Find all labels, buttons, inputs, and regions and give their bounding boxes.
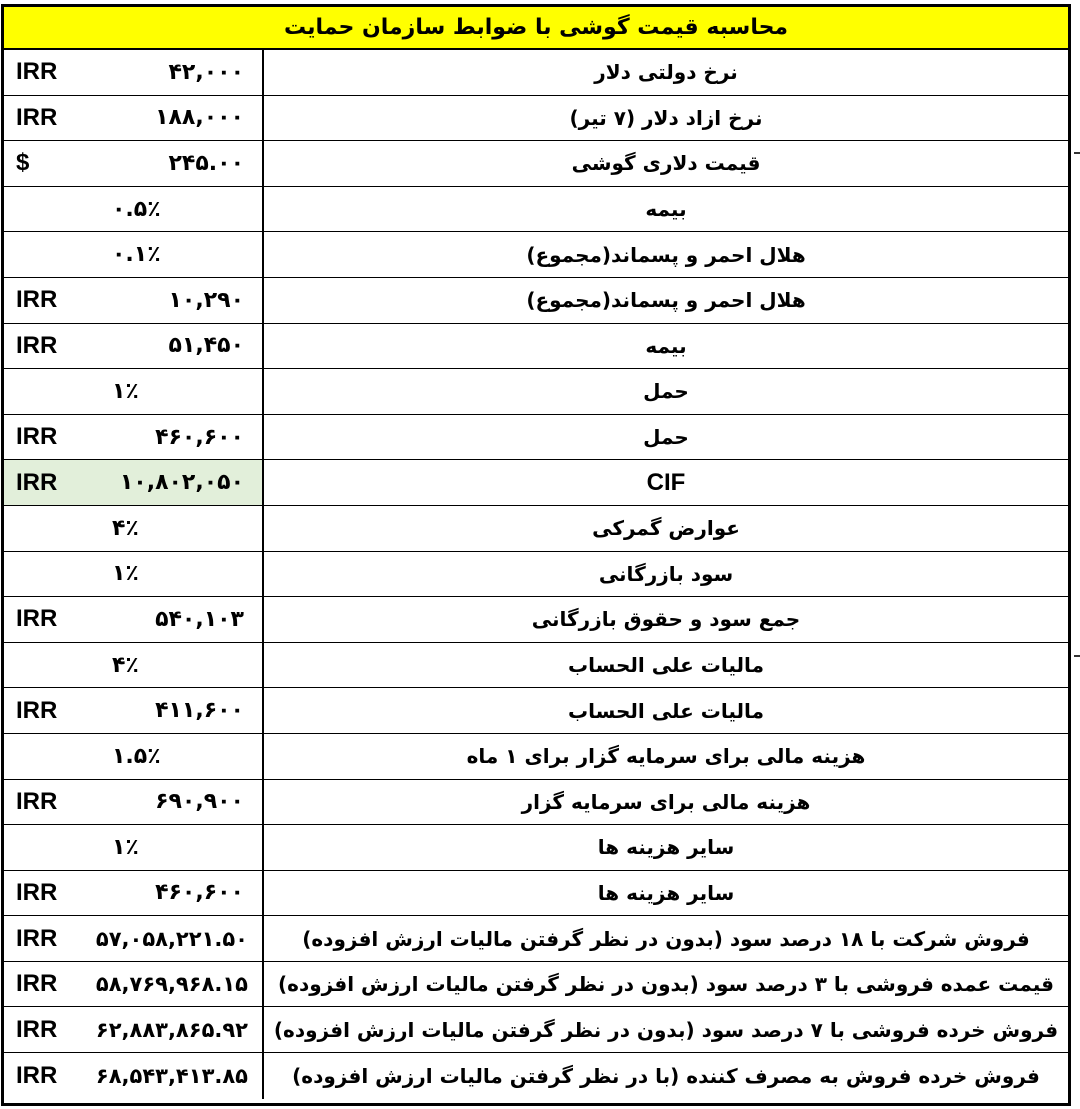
- currency-unit: IRR: [16, 331, 58, 359]
- currency-unit: IRR: [16, 286, 58, 314]
- percent-value: ۱٪: [112, 378, 139, 404]
- currency-unit: IRR: [16, 1015, 58, 1043]
- amount-value: ۶۲,۸۸۳,۸۶۵.۹۲: [95, 1017, 248, 1042]
- amount-value: ۱۰,۸۰۲,۰۵۰: [119, 470, 244, 496]
- value-cell[interactable]: [4, 141, 264, 186]
- table-row: [4, 141, 1068, 187]
- table-row: [4, 506, 1068, 552]
- value-cell[interactable]: [4, 324, 264, 369]
- label-cell[interactable]: سود بازرگانی: [598, 561, 734, 586]
- currency-unit: $: [16, 149, 30, 177]
- currency-unit: IRR: [16, 468, 58, 496]
- amount-value: ۲۴۵.۰۰: [168, 150, 244, 176]
- amount-value: ۱۸۸,۰۰۰: [155, 105, 244, 131]
- label-cell[interactable]: فروش شرکت با ۱۸ درصد سود (بدون در نظر گرفتن مالیات ارزش افزوده): [302, 926, 1030, 951]
- table-row: [4, 1053, 1068, 1099]
- currency-unit: IRR: [16, 103, 58, 131]
- amount-value: ۵۷,۰۵۸,۲۲۱.۵۰: [95, 926, 248, 951]
- value-cell[interactable]: [4, 780, 264, 825]
- price-calculation-table: [1, 4, 1071, 1106]
- label-cell[interactable]: فروش خرده فروش به مصرف کننده (با در نظر گرفتن مالیات ارزش افزوده): [292, 1063, 1040, 1088]
- label-cell[interactable]: قیمت عمده فروشی با ۳ درصد سود (بدون در نظر گرفتن مالیات ارزش افزوده): [278, 972, 1054, 997]
- value-cell[interactable]: [4, 460, 264, 505]
- table-row: [4, 734, 1068, 780]
- currency-unit: IRR: [16, 924, 58, 952]
- percent-value: ۴٪: [112, 652, 139, 678]
- label-cell[interactable]: جمع سود و حقوق بازرگانی: [531, 607, 801, 632]
- table-row: [4, 643, 1068, 689]
- table-row: [4, 780, 1068, 826]
- value-cell[interactable]: [4, 278, 264, 323]
- table-row: [4, 324, 1068, 370]
- amount-value: ۵۴۰,۱۰۳: [155, 606, 244, 632]
- amount-value: ۶۸,۵۴۳,۴۱۳.۸۵: [95, 1063, 248, 1088]
- value-cell[interactable]: [4, 232, 264, 277]
- label-cell[interactable]: نرخ دولتی دلار: [594, 60, 738, 85]
- amount-value: ۱۰,۲۹۰: [168, 287, 244, 313]
- label-cell[interactable]: هلال احمر و پسماند(مجموع): [526, 242, 806, 267]
- value-cell[interactable]: [4, 552, 264, 597]
- value-cell[interactable]: [4, 916, 264, 961]
- table-body: [4, 50, 1068, 1099]
- table-row: [4, 278, 1068, 324]
- currency-unit: IRR: [16, 787, 58, 815]
- label-cell[interactable]: هزینه مالی برای سرمایه گزار: [521, 789, 811, 814]
- table-row: [4, 187, 1068, 233]
- value-cell[interactable]: [4, 50, 264, 95]
- amount-value: ۴۲,۰۰۰: [168, 59, 244, 85]
- value-cell[interactable]: [4, 96, 264, 141]
- label-cell[interactable]: مالیات علی الحساب: [568, 698, 764, 723]
- percent-value: ۰.۱٪: [112, 242, 161, 268]
- value-cell[interactable]: [4, 734, 264, 779]
- amount-value: ۶۹۰,۹۰۰: [155, 789, 244, 815]
- currency-unit: IRR: [16, 423, 58, 451]
- edge-gridline: [1074, 152, 1080, 154]
- currency-unit: IRR: [16, 58, 58, 86]
- table-row: [4, 825, 1068, 871]
- value-cell[interactable]: [4, 369, 264, 414]
- value-cell[interactable]: [4, 1007, 264, 1052]
- table-row: [4, 50, 1068, 96]
- value-cell[interactable]: [4, 688, 264, 733]
- table-row: [4, 552, 1068, 598]
- table-title: محاسبه قیمت گوشی با ضوابط سازمان حمایت: [4, 7, 1068, 50]
- value-cell[interactable]: [4, 506, 264, 551]
- amount-value: ۵۸,۷۶۹,۹۶۸.۱۵: [95, 972, 248, 997]
- label-cell[interactable]: هزینه مالی برای سرمایه گزار برای ۱ ماه: [466, 744, 866, 769]
- amount-value: ۵۱,۴۵۰: [168, 333, 244, 359]
- label-cell[interactable]: نرخ ازاد دلار (۷ تیر): [569, 105, 763, 130]
- table-row: [4, 460, 1068, 506]
- table-row: [4, 415, 1068, 461]
- value-cell[interactable]: [4, 871, 264, 916]
- table-row: [4, 232, 1068, 278]
- value-cell[interactable]: [4, 825, 264, 870]
- amount-value: ۴۶۰,۶۰۰: [155, 424, 244, 450]
- label-cell[interactable]: CIF: [646, 468, 686, 496]
- value-cell[interactable]: [4, 643, 264, 688]
- currency-unit: IRR: [16, 1061, 58, 1089]
- label-cell[interactable]: حمل: [643, 425, 689, 450]
- label-cell[interactable]: فروش خرده فروشی با ۷ درصد سود (بدون در نظر گرفتن مالیات ارزش افزوده): [273, 1017, 1059, 1042]
- currency-unit: IRR: [16, 696, 58, 724]
- table-row: [4, 962, 1068, 1008]
- label-cell[interactable]: بیمه: [645, 333, 687, 358]
- label-cell[interactable]: حمل: [643, 379, 689, 404]
- label-cell[interactable]: هلال احمر و پسماند(مجموع): [526, 288, 806, 313]
- table-row: [4, 916, 1068, 962]
- table-row: [4, 369, 1068, 415]
- table-row: [4, 597, 1068, 643]
- label-cell[interactable]: سایر هزینه ها: [597, 835, 735, 860]
- edge-gridline: [1074, 655, 1080, 657]
- currency-unit: IRR: [16, 605, 58, 633]
- table-row: [4, 688, 1068, 734]
- label-cell[interactable]: بیمه: [645, 197, 687, 222]
- label-cell[interactable]: عوارض گمرکی: [592, 516, 740, 541]
- value-cell[interactable]: [4, 415, 264, 460]
- value-cell[interactable]: [4, 962, 264, 1007]
- label-cell[interactable]: مالیات علی الحساب: [568, 653, 764, 678]
- percent-value: ۰.۵٪: [112, 196, 161, 222]
- label-cell[interactable]: سایر هزینه ها: [597, 880, 735, 905]
- percent-value: ۴٪: [112, 515, 139, 541]
- amount-value: ۴۶۰,۶۰۰: [155, 880, 244, 906]
- table-row: [4, 1007, 1068, 1053]
- currency-unit: IRR: [16, 878, 58, 906]
- window-edge: [1073, 0, 1080, 1109]
- value-cell[interactable]: [4, 187, 264, 232]
- table-row: [4, 96, 1068, 142]
- currency-unit: IRR: [16, 970, 58, 998]
- label-cell[interactable]: قیمت دلاری گوشی: [571, 151, 761, 176]
- percent-value: ۱٪: [112, 834, 139, 860]
- percent-value: ۱٪: [112, 561, 139, 587]
- value-cell[interactable]: [4, 1053, 264, 1099]
- table-row: [4, 871, 1068, 917]
- percent-value: ۱.۵٪: [112, 743, 161, 769]
- value-cell[interactable]: [4, 597, 264, 642]
- amount-value: ۴۱۱,۶۰۰: [155, 698, 244, 724]
